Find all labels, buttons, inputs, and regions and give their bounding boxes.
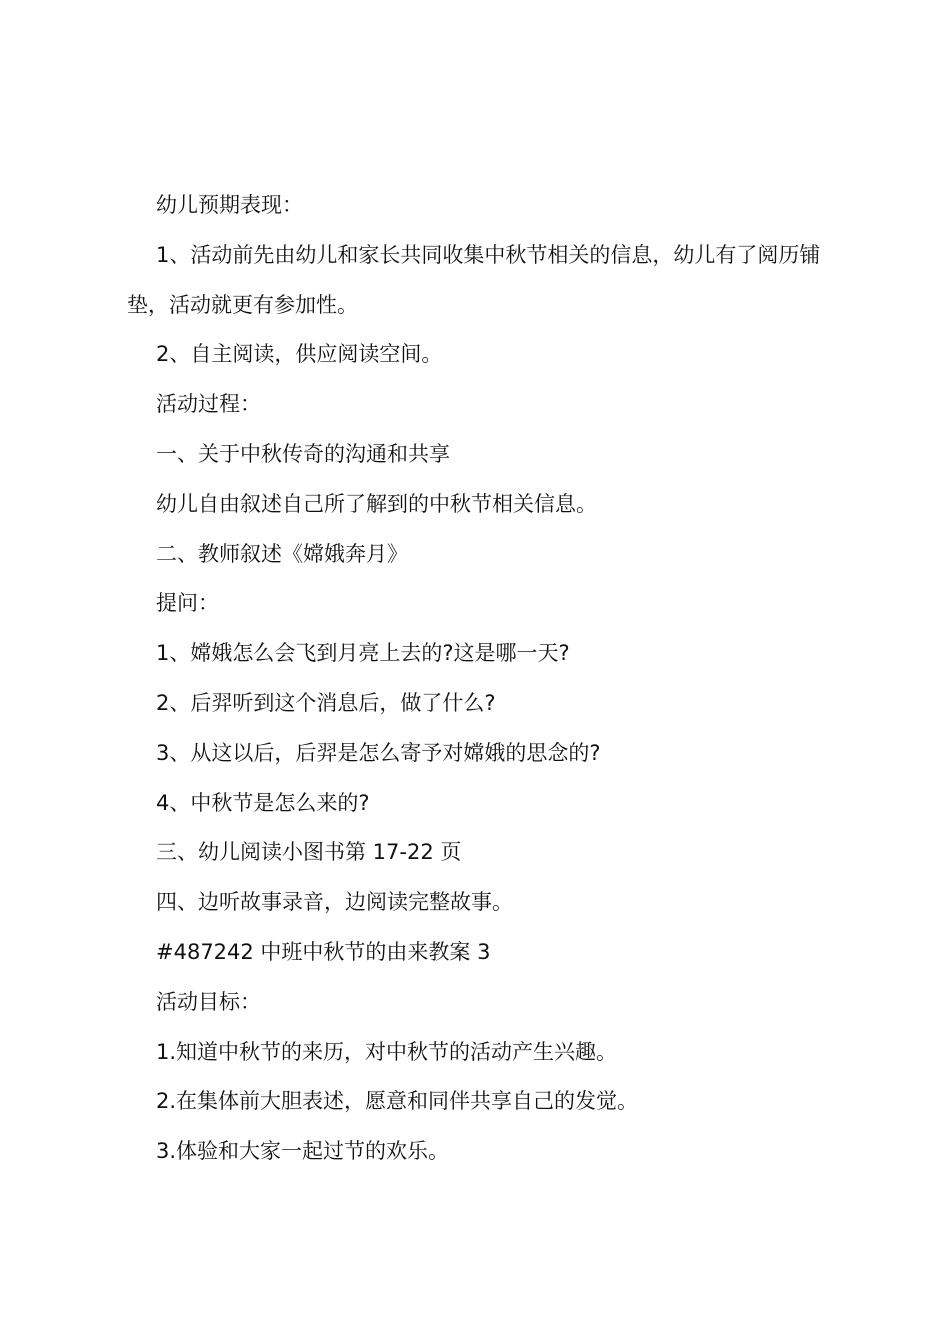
paragraph: 2.在集体前大胆表述，愿意和同伴共享自己的发觉。 bbox=[156, 1089, 639, 1114]
section-heading: #487242 中班中秋节的由来教案 3 bbox=[156, 939, 491, 964]
paragraph: 2、自主阅读，供应阅读空间。 bbox=[156, 342, 443, 367]
paragraph: 提问： bbox=[156, 591, 219, 616]
paragraph: 1.知道中秋节的来历，对中秋节的活动产生兴趣。 bbox=[156, 1039, 618, 1064]
paragraph: 一、关于中秋传奇的沟通和共享 bbox=[156, 441, 450, 466]
paragraph: 二、教师叙述《嫦娥奔月》 bbox=[156, 541, 408, 566]
paragraph: 四、边听故事录音，边阅读完整故事。 bbox=[156, 890, 513, 915]
paragraph: 1、嫦娥怎么会飞到月亮上去的?这是哪一天? bbox=[156, 641, 570, 666]
paragraph: 幼儿预期表现： bbox=[156, 193, 303, 217]
paragraph: 2、后羿听到这个消息后，做了什么? bbox=[156, 690, 496, 715]
paragraph: 1、活动前先由幼儿和家长共同收集中秋节相关的信息，幼儿有了阅历铺垫，活动就更有参加性。 bbox=[127, 242, 821, 317]
paragraph: 活动过程： bbox=[156, 392, 261, 417]
paragraph: 3.体验和大家一起过节的欢乐。 bbox=[156, 1139, 450, 1164]
paragraph: 幼儿自由叙述自己所了解到的中秋节相关信息。 bbox=[156, 491, 597, 516]
paragraph: 3、从这以后，后羿是怎么寄予对嫦娥的思念的? bbox=[156, 740, 601, 765]
paragraph: 活动目标： bbox=[156, 989, 261, 1014]
document-body bbox=[127, 181, 833, 1177]
paragraph: 4、中秋节是怎么来的? bbox=[156, 790, 370, 815]
paragraph: 三、幼儿阅读小图书第 17-22 页 bbox=[156, 840, 462, 865]
